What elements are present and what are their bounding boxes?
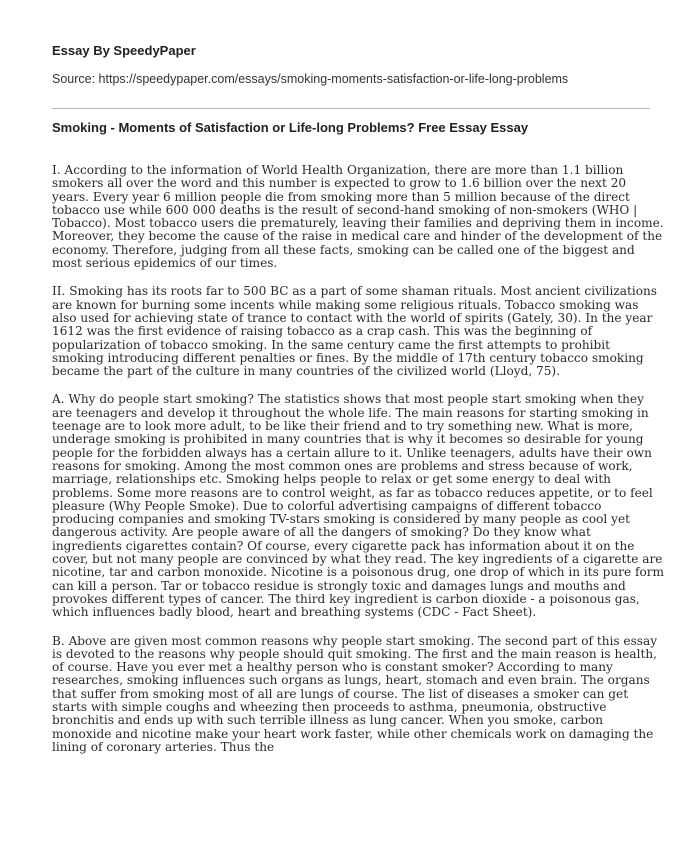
essay-paragraph: B. Above are given most common reasons why people start smoking. The second part of this essay is devoted to the reasons why people should quit smoking. The first and the main reason is health, of course. Have you ever met a healthy person who is constant smoker? According to many researches, smoking influences such organs as lungs, heart, stomach and even brain. The organs that suffer from smoking most of all are lungs of course. The list of diseases a smoker can get starts with simple coughs and wheezing then proceeds to asthma, pneumonia, obstructive bronchitis and ends up with such terrible illness as lung cancer. When you smoke, carbon monoxide and nicotine make your heart work faster, while other chemicals work on damaging the lining of coronary arteries. Thus the (52, 633, 658, 754)
publisher-label: Essay By SpeedyPaper (52, 43, 196, 58)
essay-paragraph: I. According to the information of World Health Organization, there are more than 1.1 billion smokers all over the word and this number is expected to grow to 1.6 billion over the next 20 years. Every year 6 million people die from smoking more than 5 million because of the direct tobacco use while 600 000 deaths is the result of second-hand smoking of non-smokers (WHO | Tobacco). Most tobacco users die prematurely, leaving their families and depriving them in income. Moreover, they become the cause of the raise in medical care and hinder of the development of the economy. Therefore, judging from all these facts, smoking can be called one of the biggest and most serious epidemics of our times. (52, 163, 664, 271)
header-divider (52, 108, 650, 109)
essay-body (52, 164, 664, 769)
essay-title: Smoking - Moments of Satisfaction or Life-long Problems? Free Essay Essay (52, 120, 529, 135)
source-url: Source: https://speedypaper.com/essays/smoking-moments-satisfaction-or-life-long-problems (52, 72, 569, 86)
essay-paragraph: II. Smoking has its roots far to 500 BC as a part of some shaman rituals. Most ancient civilizations are known for burning some incents while making some religious rituals. Tobacco smoking was also used for achieving state of trance to contact with the world of spirits (Gately, 30). In the year 1612 was the first evidence of raising tobacco as a crap cash. This was the beginning of popularization of tobacco smoking. In the same century came the first attempts to prohibit smoking introducing different penalties or fines. By the middle of 17th century tobacco smoking became the part of the culture in many countries of the civilized world (Lloyd, 75). (52, 284, 657, 379)
essay-paragraph: A. Why do people start smoking? The statistics shows that most people start smoking when they are teenagers and develop it throughout the whole life. The main reasons for starting smoking in teenage are to look more adult, to be like their friend and to try something new. What is more, underage smoking is prohibited in many countries that is why it becomes so desirable for young people for the forbidden always has a certain allure to it. Unlike teenagers, adults have their own reasons for smoking. Among the most common ones are problems and stress because of work, marriage, relationships etc. Smoking helps people to relax or get some energy to deal with problems. Some more reasons are to control weight, as far as tobacco reduces appetite, or to feel pleasure (Why People Smoke). Due to colorful advertising campaigns of different tobacco producing companies and smoking TV-stars smoking is considered by many people as cool yet dangerous activity. Are people aware of all the dangers of smoking? Do they know what ingredients cigarettes contain? Of course, every cigarette pack has information about it on the cover, but not many people are convinced by what they read. The key ingredients of a cigarette are nicotine, tar and carbon monoxide. Nicotine is a poisonous drug, one drop of which in its pure form can kill a person. Tar or tobacco residue is strongly toxic and damages lungs and mouths and provokes different types of cancer. The third key ingredient is carbon dioxide - a poisonous gas, which influences badly blood, heart and breathing systems (CDC - Fact Sheet). (52, 392, 664, 620)
